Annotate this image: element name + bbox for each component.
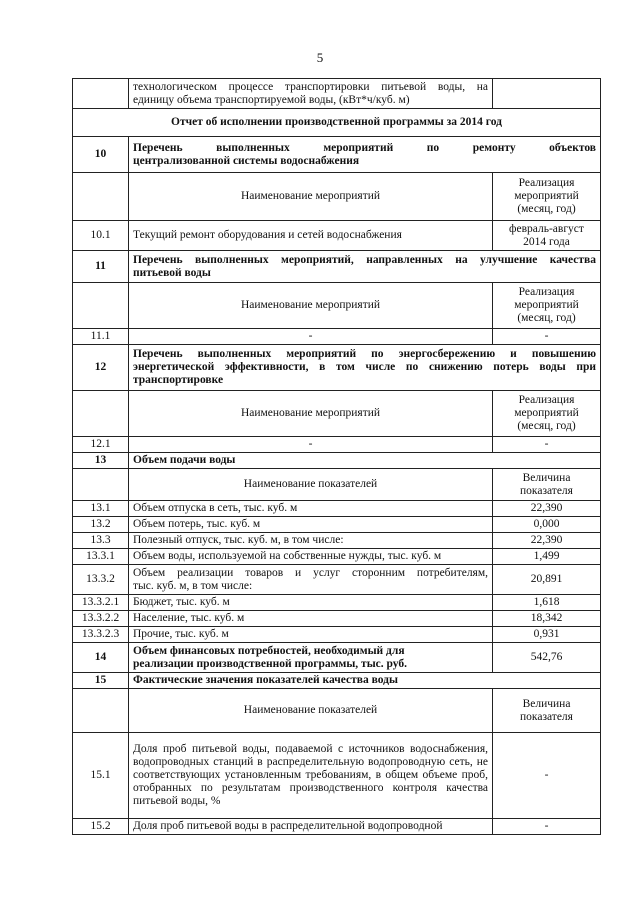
- row-name: Объем отпуска в сеть, тыс. куб. м: [129, 501, 493, 517]
- sec15-num: 15: [73, 673, 129, 689]
- intro-num-cell: [73, 79, 129, 109]
- sec12-header-row: [73, 345, 601, 391]
- sec10-col-impl: Реализация мероприятий (месяц, год): [493, 173, 601, 221]
- row-value: 1,618: [493, 595, 601, 611]
- sec13-col-header-row: [73, 469, 601, 501]
- row-name: Текущий ремонт оборудования и сетей водоснабжения: [129, 221, 493, 251]
- row-num: 13.3: [73, 533, 129, 549]
- sec12-col-name: Наименование мероприятий: [129, 391, 493, 437]
- sec15-col-num: [73, 689, 129, 733]
- sec11-num: 11: [73, 251, 129, 283]
- row-num: 15.2: [73, 819, 129, 835]
- report-title-row: [73, 109, 601, 137]
- table-row: [73, 819, 601, 835]
- row-value: 0,931: [493, 627, 601, 643]
- sec13-header-row: [73, 453, 601, 469]
- row-value: 0,000: [493, 517, 601, 533]
- sec15-col-value: Величина показателя: [493, 689, 601, 733]
- sec14-title-line-2: реализации производственной программы, тыс. руб.: [133, 657, 407, 670]
- sec13-num: 13: [73, 453, 129, 469]
- row-num: 13.2: [73, 517, 129, 533]
- sec12-col-header-row: [73, 391, 601, 437]
- row-name: -: [129, 329, 493, 345]
- sec13-col-value: Величина показателя: [493, 469, 601, 501]
- sec14-value: 542,76: [493, 643, 601, 673]
- row-name: Объем воды, используемой на собственные нужды, тыс. куб. м: [129, 549, 493, 565]
- row-num: 13.3.1: [73, 549, 129, 565]
- sec10-header-row: [73, 137, 601, 173]
- sec10-num: 10: [73, 137, 129, 173]
- row-num: 13.1: [73, 501, 129, 517]
- row-value: февраль-август 2014 года: [493, 221, 601, 251]
- row-value: 22,390: [493, 533, 601, 549]
- row-num: 13.3.2.1: [73, 595, 129, 611]
- sec14-title: [129, 643, 493, 673]
- sec10-col-num: [73, 173, 129, 221]
- row-value: 18,342: [493, 611, 601, 627]
- table-row: [73, 437, 601, 453]
- sec14-row: [73, 643, 601, 673]
- row-num: 15.1: [73, 733, 129, 819]
- table-row: [73, 517, 601, 533]
- sec12-title-line-3: транспортировке: [133, 374, 224, 386]
- intro-text: [129, 79, 493, 109]
- sec11-col-header-row: [73, 283, 601, 329]
- row-num: 10.1: [73, 221, 129, 251]
- sec15-col-header-row: [73, 689, 601, 733]
- sec11-title-line-1: Перечень выполненных мероприятий, направленных на улучшение качества: [133, 253, 596, 266]
- page-number: 5: [316, 50, 324, 65]
- row-num: 11.1: [73, 329, 129, 345]
- row-name: Объем потерь, тыс. куб. м: [129, 517, 493, 533]
- sec15-header-row: [73, 673, 601, 689]
- row-name-line-1: Объем реализации товаров и услуг сторонним потребителям,: [133, 566, 488, 579]
- row-value: -: [493, 437, 601, 453]
- sec13-col-name: Наименование показателей: [129, 469, 493, 501]
- sec12-col-num: [73, 391, 129, 437]
- row-value: -: [493, 819, 601, 835]
- row-num: 13.3.2.3: [73, 627, 129, 643]
- intro-line-1: технологическом процессе транспортировки питьевой воды, на: [133, 80, 488, 93]
- table-row: [73, 595, 601, 611]
- sec11-col-name: Наименование мероприятий: [129, 283, 493, 329]
- row-name: Доля проб питьевой воды, подаваемой с источников водоснабжения, водопроводных станций в распределительную водопроводную сеть, не соответствующих установленным требованиям, в общем объеме проб, отобранных по результатам производственного контроля качества питьевой воды, %: [129, 733, 493, 819]
- sec12-title-line-1: Перечень выполненных мероприятий по энергосбережению и повышению: [133, 348, 596, 360]
- table-row: [73, 221, 601, 251]
- table-row: [73, 501, 601, 517]
- intro-value-cell: [493, 79, 601, 109]
- table-row: [73, 611, 601, 627]
- sec15-title: Фактические значения показателей качества воды: [129, 673, 601, 689]
- sec13-title: Объем подачи воды: [129, 453, 601, 469]
- sec11-header-row: [73, 251, 601, 283]
- sec14-num: 14: [73, 643, 129, 673]
- intro-line-2: единицу объема транспортируемой воды, (кВт*ч/куб. м): [133, 93, 410, 106]
- sec10-title-line-1: Перечень выполненных мероприятий по ремонту объектов: [133, 141, 596, 154]
- row-name: [129, 565, 493, 595]
- sec11-title: [129, 251, 601, 283]
- table-row: [73, 565, 601, 595]
- sec12-title: [129, 345, 601, 391]
- row-value: 22,390: [493, 501, 601, 517]
- table-row: [73, 549, 601, 565]
- table-row: [73, 733, 601, 819]
- row-name: Полезный отпуск, тыс. куб. м, в том числе:: [129, 533, 493, 549]
- row-name: Население, тыс. куб. м: [129, 611, 493, 627]
- report-title: Отчет об исполнении производственной программы за 2014 год: [73, 109, 601, 137]
- row-num: 13.3.2.2: [73, 611, 129, 627]
- report-table: [72, 78, 601, 835]
- row-name: Прочие, тыс. куб. м: [129, 627, 493, 643]
- sec11-col-num: [73, 283, 129, 329]
- sec11-title-line-2: питьевой воды: [133, 266, 211, 279]
- sec10-title-line-2: централизованной системы водоснабжения: [133, 154, 360, 167]
- sec12-num: 12: [73, 345, 129, 391]
- row-num: 13.3.2: [73, 565, 129, 595]
- sec10-col-name: Наименование мероприятий: [129, 173, 493, 221]
- row-name-line-2: тыс. куб. м, в том числе:: [133, 579, 253, 592]
- sec15-col-name: Наименование показателей: [129, 689, 493, 733]
- row-value: -: [493, 733, 601, 819]
- sec14-title-line-1: Объем финансовых потребностей, необходимый для: [133, 644, 405, 657]
- sec12-col-impl: Реализация мероприятий (месяц, год): [493, 391, 601, 437]
- sec11-col-impl: Реализация мероприятий (месяц, год): [493, 283, 601, 329]
- row-value: -: [493, 329, 601, 345]
- intro-row: [73, 79, 601, 109]
- table-row: [73, 329, 601, 345]
- row-name: Доля проб питьевой воды в распределительной водопроводной: [129, 819, 493, 835]
- row-num: 12.1: [73, 437, 129, 453]
- table-row: [73, 533, 601, 549]
- row-value: 20,891: [493, 565, 601, 595]
- row-name: -: [129, 437, 493, 453]
- table-row: [73, 627, 601, 643]
- sec13-col-num: [73, 469, 129, 501]
- row-name: Бюджет, тыс. куб. м: [129, 595, 493, 611]
- sec10-title: [129, 137, 601, 173]
- sec12-title-line-2: энергетической эффективности, в том числе по снижению потерь воды при: [133, 361, 596, 373]
- sec10-col-header-row: [73, 173, 601, 221]
- row-value: 1,499: [493, 549, 601, 565]
